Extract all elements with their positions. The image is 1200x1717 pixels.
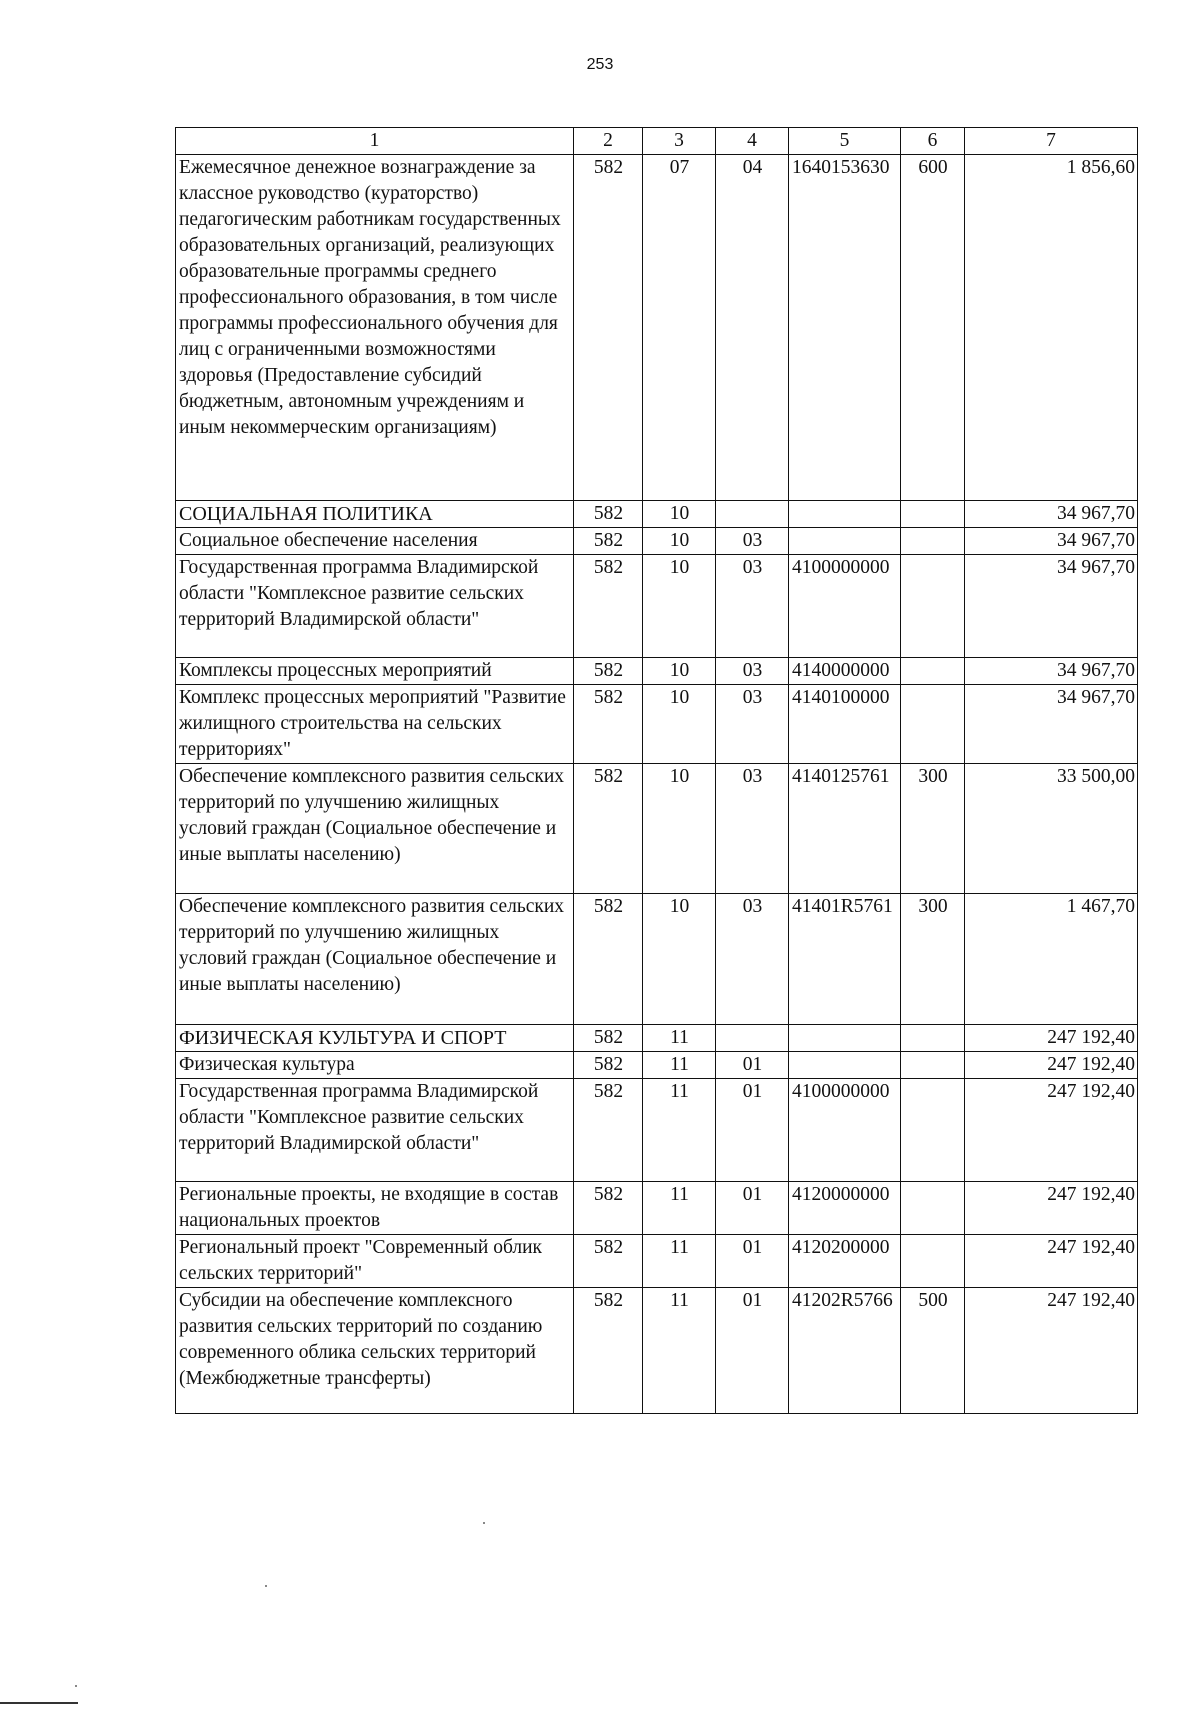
row-name: Комплексы процессных мероприятий <box>176 658 574 685</box>
row-expense-type <box>901 1182 965 1235</box>
row-code-admin: 582 <box>574 555 643 658</box>
row-subsection <box>716 501 789 528</box>
scan-speck <box>75 1685 77 1687</box>
row-expense-type <box>901 1025 965 1052</box>
row-expense-type: 300 <box>901 894 965 1025</box>
row-section: 07 <box>643 155 716 501</box>
row-section: 10 <box>643 764 716 894</box>
table-row <box>176 155 1138 501</box>
row-name: Социальное обеспечение населения <box>176 528 574 555</box>
table-row <box>176 501 1138 528</box>
row-name: Физическая культура <box>176 1052 574 1079</box>
row-subsection: 01 <box>716 1288 789 1414</box>
row-section: 11 <box>643 1079 716 1182</box>
row-target-article <box>789 501 901 528</box>
row-amount: 247 192,40 <box>965 1288 1138 1414</box>
row-section: 11 <box>643 1182 716 1235</box>
row-section: 11 <box>643 1235 716 1288</box>
row-target-article: 4140125761 <box>789 764 901 894</box>
row-subsection: 04 <box>716 155 789 501</box>
row-code-admin: 582 <box>574 894 643 1025</box>
row-code-admin: 582 <box>574 685 643 764</box>
row-subsection <box>716 1025 789 1052</box>
table-row <box>176 658 1138 685</box>
row-name: Комплекс процессных мероприятий "Развитие жилищного строительства на сельских территориях" <box>176 685 574 764</box>
row-section: 10 <box>643 528 716 555</box>
row-expense-type <box>901 555 965 658</box>
table-row <box>176 1079 1138 1182</box>
row-expense-type <box>901 1079 965 1182</box>
row-expense-type: 600 <box>901 155 965 501</box>
row-name: ФИЗИЧЕСКАЯ КУЛЬТУРА И СПОРТ <box>176 1025 574 1052</box>
header-cell-1: 1 <box>176 128 574 155</box>
row-name: Ежемесячное денежное вознаграждение за классное руководство (кураторство) педагогическим работникам государственных образовательных организаций, реализующих образовательные программы среднего профессионального образования, в том числе программы профессионального обучения для лиц с ограниченными возможностями здоровья (Предоставление субсидий бюджетным, автономным учреждениям и иным некоммерческим организациям) <box>176 155 574 501</box>
row-section: 10 <box>643 685 716 764</box>
row-target-article <box>789 1025 901 1052</box>
row-target-article <box>789 528 901 555</box>
header-cell-6: 6 <box>901 128 965 155</box>
row-amount: 247 192,40 <box>965 1052 1138 1079</box>
row-name: Государственная программа Владимирской области "Комплексное развитие сельских территорий Владимирской области" <box>176 1079 574 1182</box>
row-expense-type <box>901 1235 965 1288</box>
row-section: 11 <box>643 1052 716 1079</box>
header-cell-4: 4 <box>716 128 789 155</box>
row-subsection: 01 <box>716 1079 789 1182</box>
row-target-article: 41202R5766 <box>789 1288 901 1414</box>
table-row <box>176 1052 1138 1079</box>
row-amount: 33 500,00 <box>965 764 1138 894</box>
row-name: Обеспечение комплексного развития сельских территорий по улучшению жилищных условий граждан (Социальное обеспечение и иные выплаты населению) <box>176 894 574 1025</box>
row-subsection: 03 <box>716 685 789 764</box>
row-target-article: 41401R5761 <box>789 894 901 1025</box>
row-subsection: 03 <box>716 764 789 894</box>
row-section: 11 <box>643 1288 716 1414</box>
row-target-article: 4140100000 <box>789 685 901 764</box>
row-code-admin: 582 <box>574 528 643 555</box>
row-target-article: 4140000000 <box>789 658 901 685</box>
row-code-admin: 582 <box>574 658 643 685</box>
row-subsection: 01 <box>716 1182 789 1235</box>
row-name: Региональный проект "Современный облик сельских территорий" <box>176 1235 574 1288</box>
row-subsection: 03 <box>716 894 789 1025</box>
row-code-admin: 582 <box>574 1182 643 1235</box>
row-code-admin: 582 <box>574 1052 643 1079</box>
row-section: 10 <box>643 658 716 685</box>
budget-table <box>175 127 1138 1414</box>
row-expense-type <box>901 501 965 528</box>
table-row <box>176 555 1138 658</box>
row-amount: 247 192,40 <box>965 1235 1138 1288</box>
header-cell-3: 3 <box>643 128 716 155</box>
scan-edge-line <box>0 1702 78 1704</box>
row-code-admin: 582 <box>574 1235 643 1288</box>
row-target-article: 1640153630 <box>789 155 901 501</box>
row-name: Региональные проекты, не входящие в состав национальных проектов <box>176 1182 574 1235</box>
row-amount: 34 967,70 <box>965 528 1138 555</box>
row-subsection: 03 <box>716 658 789 685</box>
row-amount: 247 192,40 <box>965 1182 1138 1235</box>
row-subsection: 03 <box>716 555 789 658</box>
header-cell-5: 5 <box>789 128 901 155</box>
row-target-article <box>789 1052 901 1079</box>
header-cell-2: 2 <box>574 128 643 155</box>
scan-speck <box>483 1522 485 1524</box>
row-target-article: 4120000000 <box>789 1182 901 1235</box>
row-code-admin: 582 <box>574 1079 643 1182</box>
row-name: Государственная программа Владимирской области "Комплексное развитие сельских территорий Владимирской области" <box>176 555 574 658</box>
row-amount: 247 192,40 <box>965 1025 1138 1052</box>
row-code-admin: 582 <box>574 155 643 501</box>
table-row <box>176 1025 1138 1052</box>
row-name: Субсидии на обеспечение комплексного развития сельских территорий по созданию современного облика сельских территорий (Межбюджетные трансферты) <box>176 1288 574 1414</box>
table-row <box>176 1288 1138 1414</box>
table-row <box>176 528 1138 555</box>
header-cell-7: 7 <box>965 128 1138 155</box>
row-expense-type: 500 <box>901 1288 965 1414</box>
scan-speck <box>265 1585 267 1587</box>
row-target-article: 4120200000 <box>789 1235 901 1288</box>
row-expense-type <box>901 685 965 764</box>
row-section: 10 <box>643 894 716 1025</box>
row-expense-type: 300 <box>901 764 965 894</box>
row-amount: 34 967,70 <box>965 658 1138 685</box>
row-amount: 1 856,60 <box>965 155 1138 501</box>
table-row <box>176 685 1138 764</box>
row-name: Обеспечение комплексного развития сельских территорий по улучшению жилищных условий граждан (Социальное обеспечение и иные выплаты населению) <box>176 764 574 894</box>
page-number: 253 <box>586 56 614 73</box>
row-code-admin: 582 <box>574 764 643 894</box>
row-section: 11 <box>643 1025 716 1052</box>
row-amount: 34 967,70 <box>965 685 1138 764</box>
row-section: 10 <box>643 555 716 658</box>
row-section: 10 <box>643 501 716 528</box>
row-code-admin: 582 <box>574 1288 643 1414</box>
row-code-admin: 582 <box>574 501 643 528</box>
row-name: СОЦИАЛЬНАЯ ПОЛИТИКА <box>176 501 574 528</box>
table-header-row <box>176 128 1138 155</box>
table-row <box>176 1182 1138 1235</box>
row-amount: 34 967,70 <box>965 555 1138 658</box>
row-amount: 34 967,70 <box>965 501 1138 528</box>
row-expense-type <box>901 658 965 685</box>
row-subsection: 01 <box>716 1235 789 1288</box>
row-amount: 247 192,40 <box>965 1079 1138 1182</box>
row-amount: 1 467,70 <box>965 894 1138 1025</box>
row-subsection: 03 <box>716 528 789 555</box>
row-subsection: 01 <box>716 1052 789 1079</box>
table-row <box>176 894 1138 1025</box>
row-target-article: 4100000000 <box>789 1079 901 1182</box>
row-expense-type <box>901 528 965 555</box>
row-target-article: 4100000000 <box>789 555 901 658</box>
row-code-admin: 582 <box>574 1025 643 1052</box>
table-row <box>176 764 1138 894</box>
table-row <box>176 1235 1138 1288</box>
row-expense-type <box>901 1052 965 1079</box>
